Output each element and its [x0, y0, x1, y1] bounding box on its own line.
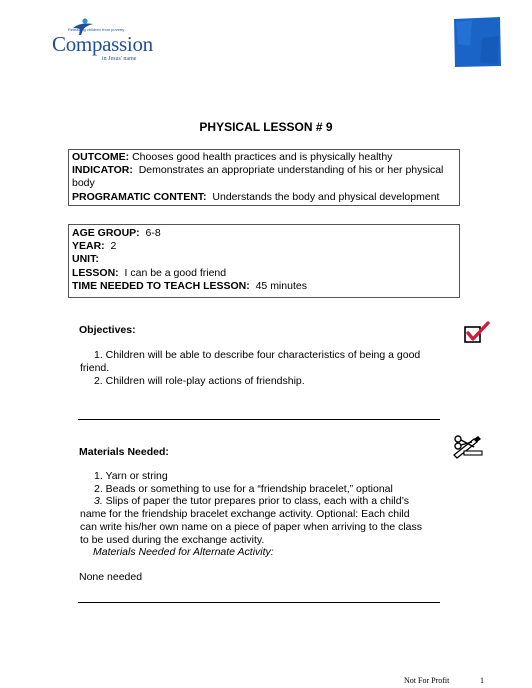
- indicator-label: INDICATOR:: [72, 164, 133, 177]
- outcome-label: OUTCOME:: [72, 151, 130, 163]
- content-label: PROGRAMATIC CONTENT:: [72, 190, 207, 203]
- page-number: 1: [480, 676, 484, 685]
- divider-rule-2: [78, 602, 440, 603]
- material-2: 2. Beads or something to use for a “friendship bracelet,” optional: [94, 483, 393, 495]
- indicator-value-cont: body: [72, 177, 95, 190]
- objective-2: 2. Children will role-play actions of friendship.: [94, 375, 305, 387]
- material-3-number: 3.: [94, 495, 103, 507]
- blue-paint-box: [452, 16, 502, 68]
- time-row: [72, 280, 456, 293]
- material-1: 1. Yarn or string: [94, 470, 168, 482]
- footer-note: Not For Profit: [404, 676, 450, 685]
- lesson-value: I can be a good friend: [124, 266, 227, 279]
- unit-label: UNIT:: [72, 253, 99, 266]
- material-3-line4: to be used during the exchange activity.: [80, 534, 265, 546]
- materials-heading: Materials Needed:: [79, 446, 169, 458]
- objective-1-cont: friend.: [80, 362, 110, 374]
- age-row: [72, 227, 456, 240]
- logo-subline: in Jesus' name: [102, 56, 137, 62]
- alternate-materials-value: None needed: [79, 571, 143, 583]
- material-3-line3: can write his/her own name on a piece of paper when arriving to the class: [80, 521, 423, 533]
- age-label: AGE GROUP:: [72, 227, 140, 239]
- unit-row: [72, 253, 456, 266]
- material-3: [94, 495, 409, 508]
- outcome-value: Chooses good health practices and is physically healthy: [132, 151, 393, 163]
- year-row: [72, 240, 456, 253]
- time-value: 45 minutes: [255, 279, 307, 292]
- objectives-heading: Objectives:: [79, 324, 136, 336]
- year-value: 2: [110, 240, 117, 253]
- logo-wordmark: Compassion: [52, 32, 153, 56]
- compassion-logo: [52, 18, 172, 66]
- outcome-row: [72, 151, 456, 164]
- page-title: PHYSICAL LESSON # 9: [199, 120, 333, 134]
- material-3-line1: Slips of paper the tutor prepares prior to class, each with a child’s: [102, 495, 409, 507]
- checkbox-check-icon: [463, 320, 491, 344]
- lesson-info-box: [68, 224, 460, 298]
- logo-tagline: Releasing children from poverty: [68, 27, 125, 32]
- time-label: TIME NEEDED TO TEACH LESSON:: [72, 279, 250, 292]
- pencil-scissors-icon: [452, 433, 484, 459]
- divider-rule: [78, 419, 440, 420]
- alternate-materials-heading: Materials Needed for Alternate Activity:: [93, 546, 274, 558]
- lesson-label: LESSON:: [72, 266, 119, 279]
- indicator-row: [72, 164, 456, 177]
- year-label: YEAR:: [72, 240, 105, 253]
- objective-1: 1. Children will be able to describe four characteristics of being a good: [94, 349, 421, 361]
- indicator-value: Demonstrates an appropriate understanding of his or her physical: [138, 164, 444, 177]
- outcome-box: [68, 149, 460, 206]
- material-3-line2: name for the friendship bracelet exchange activity. Optional: Each child: [80, 508, 410, 520]
- lesson-row: [72, 267, 456, 280]
- age-value: 6-8: [145, 227, 161, 239]
- content-value: Understands the body and physical development: [212, 190, 440, 203]
- content-row: [72, 191, 456, 204]
